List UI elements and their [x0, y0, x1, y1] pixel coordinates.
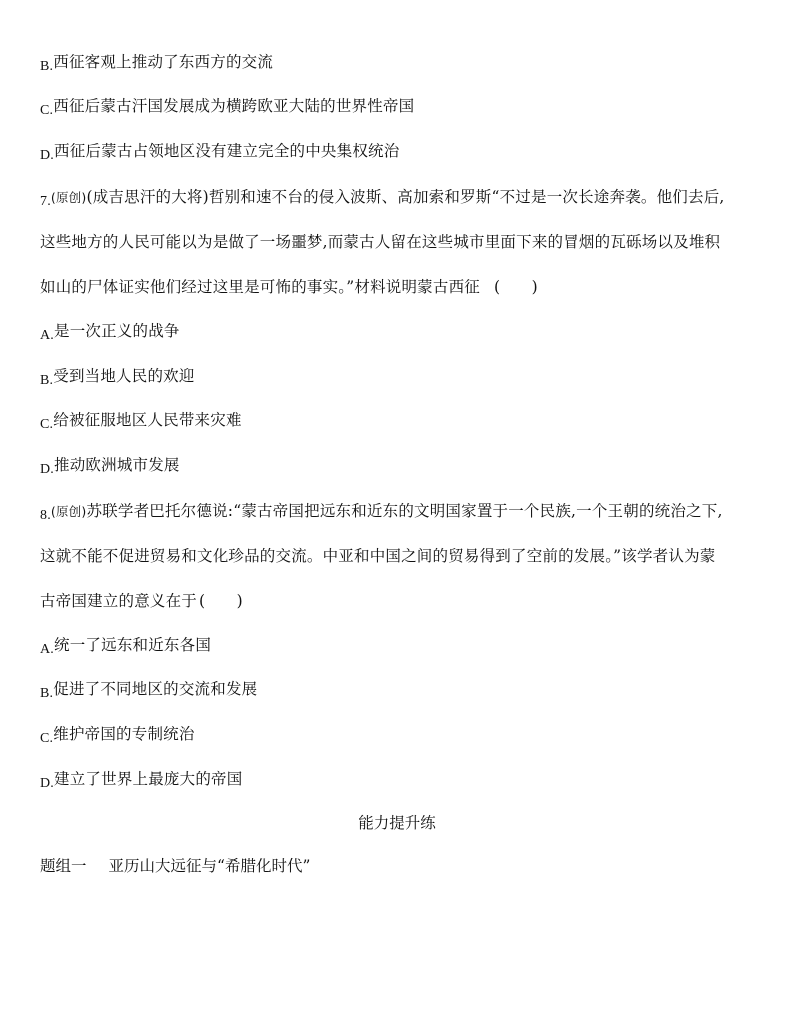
- option-label: A.: [40, 328, 55, 343]
- group-title: 亚历山大远征与“希腊化时代”: [108, 857, 311, 875]
- q8-stem-line-3: [40, 591, 243, 611]
- q6-option-b: [40, 52, 273, 77]
- option-label: D.: [40, 148, 55, 163]
- q8-option-b: [40, 679, 257, 704]
- option-label: B.: [40, 373, 54, 388]
- q7-option-c: [40, 410, 242, 435]
- topic-group-heading: [40, 856, 310, 876]
- option-label: C.: [40, 103, 54, 118]
- option-label: D.: [40, 462, 55, 477]
- option-text: 推动欧洲城市发展: [54, 456, 180, 474]
- option-label: C.: [40, 731, 54, 746]
- option-label: C.: [40, 417, 54, 432]
- group-label: 题组一: [40, 857, 87, 875]
- question-number: 8.: [40, 508, 51, 523]
- option-label: A.: [40, 642, 55, 657]
- section-title: 能力提升练: [358, 814, 436, 832]
- stem-text: 苏联学者巴托尔德说:“蒙古帝国把远东和近东的文明国家置于一个民族,一个王朝的统治之下,: [86, 502, 723, 520]
- q6-option-d: [40, 141, 399, 166]
- stem-text: 古帝国建立的意义在于: [40, 592, 198, 610]
- option-text: 西征后蒙古占领地区没有建立完全的中央集权统治: [54, 142, 400, 160]
- option-text: 西征客观上推动了东西方的交流: [53, 53, 274, 71]
- option-text: 维护帝国的专制统治: [53, 725, 195, 743]
- q7-option-d: [40, 455, 180, 480]
- q7-stem-line-1: [40, 187, 725, 212]
- q7-stem-line-2: [40, 232, 720, 252]
- question-number: 7.: [40, 194, 51, 209]
- stem-text: (成吉思汗的大将)哲别和速不台的侵入波斯、高加索和罗斯“不过是一次长途奔袭。他们去后,: [86, 188, 725, 206]
- q8-option-d: [40, 769, 242, 794]
- answer-blank: ( ): [199, 592, 243, 610]
- q7-stem-line-3: [40, 277, 538, 297]
- option-text: 建立了世界上最庞大的帝国: [54, 770, 243, 788]
- option-text: 是一次正义的战争: [54, 322, 180, 340]
- option-label: D.: [40, 776, 55, 791]
- option-label: B.: [40, 59, 54, 74]
- option-text: 促进了不同地区的交流和发展: [53, 680, 258, 698]
- q8-stem-line-2: [40, 546, 715, 566]
- stem-text: 这些地方的人民可能以为是做了一场噩梦,而蒙古人留在这些城市里面下来的冒烟的瓦砾场以及堆积: [40, 233, 721, 251]
- q8-option-c: [40, 724, 195, 749]
- option-text: 统一了远东和近东各国: [54, 636, 212, 654]
- answer-blank: ( ): [493, 278, 538, 296]
- option-text: 给被征服地区人民带来灾难: [53, 411, 242, 429]
- q6-option-c: [40, 96, 414, 121]
- question-tag: (原创): [50, 190, 87, 205]
- stem-text: 这就不能不促进贸易和文化珍品的交流。中亚和中国之间的贸易得到了空前的发展。”该学者认为蒙: [40, 547, 716, 565]
- option-label: B.: [40, 686, 54, 701]
- q7-option-b: [40, 366, 195, 391]
- q7-option-a: [40, 321, 180, 346]
- stem-text: 如山的尸体证实他们经过这里是可怖的事实。”材料说明蒙古西征: [40, 278, 480, 296]
- option-text: 受到当地人民的欢迎: [53, 367, 195, 385]
- question-tag: (原创): [50, 504, 87, 519]
- option-text: 西征后蒙古汗国发展成为横跨欧亚大陆的世界性帝国: [53, 97, 415, 115]
- q8-option-a: [40, 635, 211, 660]
- q8-stem-line-1: [40, 501, 723, 526]
